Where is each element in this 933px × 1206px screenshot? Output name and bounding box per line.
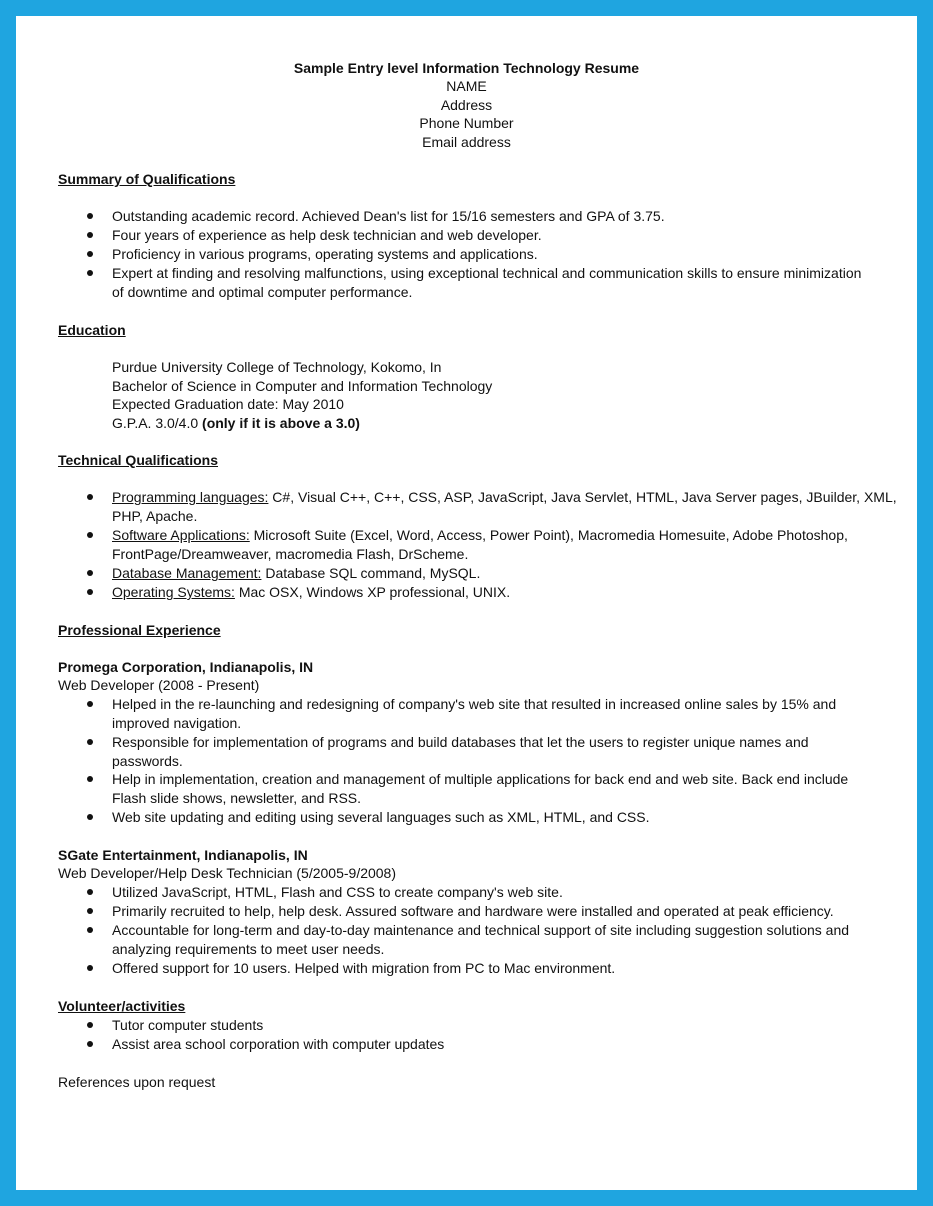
bullet-dot-icon — [87, 570, 93, 576]
education-gpa: G.P.A. 3.0/4.0 — [112, 415, 199, 431]
list-item-line: Responsible for implementation of programs and build databases that let the users to register unique names and — [112, 734, 809, 750]
list-item-line: Web site updating and editing using several languages such as XML, HTML, and CSS. — [112, 809, 650, 825]
bullet-dot-icon — [87, 701, 93, 707]
list-item-text: Mac OSX, Windows XP professional, UNIX. — [234, 584, 511, 600]
list-item-line: of downtime and optimal computer performance. — [112, 284, 413, 300]
references-note: References upon request — [58, 1074, 216, 1090]
bullet-dot-icon — [87, 965, 93, 971]
bullet-dot-icon — [87, 889, 93, 895]
list-item-line: Flash slide shows, newsletter, and RSS. — [112, 790, 362, 806]
education-gpa-note: (only if it is above a 3.0) — [202, 415, 360, 431]
job-role-1: Web Developer (2008 - Present) — [58, 677, 260, 693]
list-item-line: improved navigation. — [112, 715, 242, 731]
list-item-label: Operating Systems: — [112, 584, 235, 600]
contact-address: Address — [440, 97, 493, 113]
list-item-line — [112, 526, 848, 544]
bullet-dot-icon — [87, 213, 93, 219]
contact-phone: Phone Number — [419, 115, 514, 131]
bullet-dot-icon — [87, 776, 93, 782]
job-company-1: Promega Corporation, Indianapolis, IN — [58, 659, 314, 675]
bullet-dot-icon — [87, 908, 93, 914]
bullet-dot-icon — [87, 270, 93, 276]
job-role-2: Web Developer/Help Desk Technician (5/2005-9/2008) — [58, 865, 397, 881]
bullet-dot-icon — [87, 1041, 93, 1047]
contact-name: NAME — [446, 78, 487, 94]
list-item-line — [112, 564, 480, 582]
list-item-line: Assist area school corporation with computer updates — [112, 1036, 445, 1052]
bullet-dot-icon — [87, 232, 93, 238]
education-degree: Bachelor of Science in Computer and Information Technology — [112, 378, 493, 394]
bullet-dot-icon — [87, 927, 93, 933]
list-item-label: Software Applications: — [112, 527, 250, 543]
bullet-dot-icon — [87, 739, 93, 745]
bullet-dot-icon — [87, 589, 93, 595]
list-item-line: Primarily recruited to help, help desk. Assured software and hardware were installed and operated at peak efficiency. — [112, 903, 834, 919]
list-item-line: PHP, Apache. — [112, 508, 198, 524]
section-heading-summary: Summary of Qualifications — [58, 171, 236, 187]
list-item-text: Database SQL command, MySQL. — [261, 565, 481, 581]
list-item-label: Programming languages: — [112, 489, 269, 505]
section-heading-education: Education — [58, 322, 126, 338]
list-item-line: Tutor computer students — [112, 1017, 264, 1033]
bullet-dot-icon — [87, 494, 93, 500]
list-item-line: Accountable for long-term and day-to-day maintenance and technical support of site including suggestion solutions and — [112, 922, 850, 938]
section-heading-technical: Technical Qualifications — [58, 452, 219, 468]
section-heading-experience: Professional Experience — [58, 622, 221, 638]
list-item-line: FrontPage/Dreamweaver, macromedia Flash, DrScheme. — [112, 546, 469, 562]
list-item-line: Help in implementation, creation and management of multiple applications for back end and web site. Back end include — [112, 771, 849, 787]
resume-title: Sample Entry level Information Technology Resume — [293, 60, 640, 76]
education-school: Purdue University College of Technology, Kokomo, In — [112, 359, 442, 375]
education-gpa-line — [112, 414, 360, 432]
section-heading-volunteer: Volunteer/activities — [58, 998, 186, 1014]
list-item-line: Utilized JavaScript, HTML, Flash and CSS to create company's web site. — [112, 884, 563, 900]
bullet-dot-icon — [87, 251, 93, 257]
list-item-line: analyzing requirements to meet user needs. — [112, 941, 385, 957]
contact-email: Email address — [422, 134, 511, 150]
list-item-label: Database Management: — [112, 565, 262, 581]
bullet-dot-icon — [87, 814, 93, 820]
list-item-text: C#, Visual C++, C++, CSS, ASP, JavaScript, Java Servlet, HTML, Java Server pages, JBuilder, XML, — [268, 489, 897, 505]
education-graduation: Expected Graduation date: May 2010 — [112, 396, 344, 412]
job-company-2: SGate Entertainment, Indianapolis, IN — [58, 847, 308, 863]
list-item-line — [112, 488, 897, 506]
bullet-dot-icon — [87, 1022, 93, 1028]
list-item-line: Proficiency in various programs, operating systems and applications. — [112, 246, 538, 262]
list-item-line: Offered support for 10 users. Helped with migration from PC to Mac environment. — [112, 960, 616, 976]
bullet-dot-icon — [87, 532, 93, 538]
list-item-line: Expert at finding and resolving malfunctions, using exceptional technical and communication skills to ensure minimization — [112, 265, 862, 281]
list-item-text: Microsoft Suite (Excel, Word, Access, Power Point), Macromedia Homesuite, Adobe Photoshop, — [249, 527, 848, 543]
list-item-line: Outstanding academic record. Achieved Dean's list for 15/16 semesters and GPA of 3.75. — [112, 208, 665, 224]
list-item-line — [112, 583, 510, 601]
list-item-line: Four years of experience as help desk technician and web developer. — [112, 227, 542, 243]
list-item-line: Helped in the re-launching and redesigning of company's web site that resulted in increased online sales by 15% and — [112, 696, 837, 712]
list-item-line: passwords. — [112, 753, 183, 769]
